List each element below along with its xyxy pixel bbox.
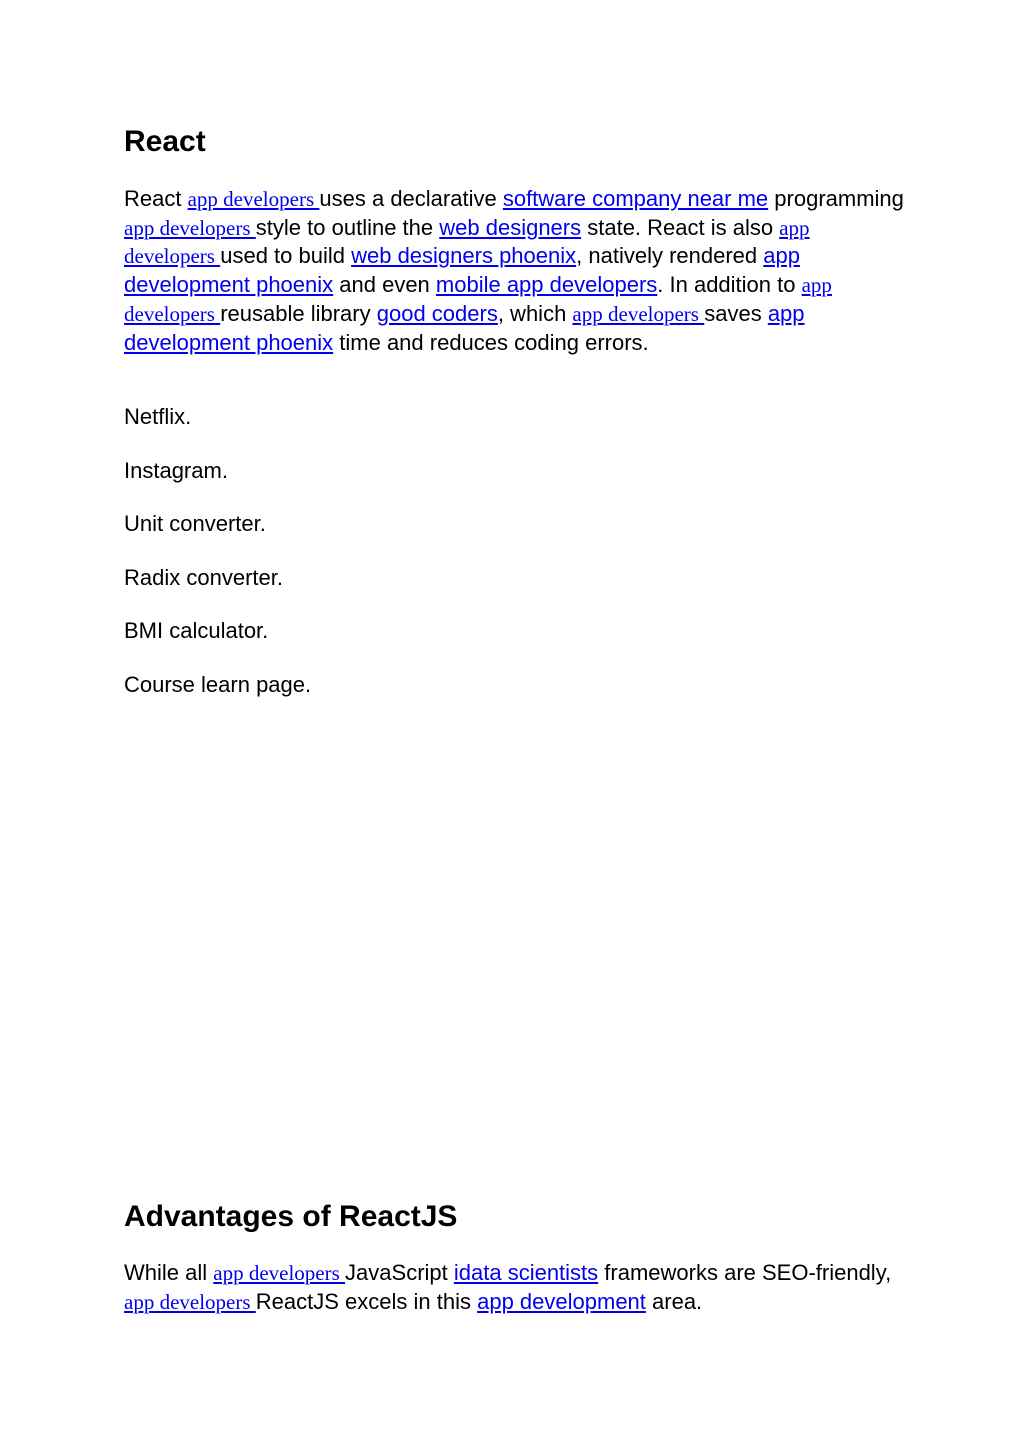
text-segment: , natively rendered bbox=[576, 243, 764, 269]
link-app-developers[interactable]: app developers bbox=[124, 215, 810, 269]
text-segment: reusable library bbox=[220, 300, 377, 326]
intro-paragraph bbox=[124, 185, 904, 356]
link-app-developers[interactable]: app developers bbox=[213, 1261, 346, 1285]
text-segment: . In addition to bbox=[657, 272, 802, 298]
link-idata-scientists[interactable]: idata scientists bbox=[453, 1260, 599, 1285]
text-segment: frameworks are SEO-friendly, bbox=[598, 1260, 892, 1285]
text-segment: state. React is also bbox=[581, 214, 780, 240]
text-segment: and even bbox=[333, 272, 436, 298]
text-segment: ReactJS excels in this bbox=[255, 1288, 478, 1314]
link-app-developers[interactable]: app developers bbox=[572, 301, 705, 326]
text-segment: JavaScript bbox=[345, 1260, 454, 1285]
text-segment: React bbox=[124, 186, 188, 211]
list-item: Instagram. bbox=[124, 458, 228, 483]
list-item: Radix converter. bbox=[124, 565, 283, 590]
list-item: Course learn page. bbox=[124, 672, 312, 697]
advantages-paragraph bbox=[124, 1259, 904, 1316]
text-segment: time and reduces coding errors. bbox=[333, 329, 649, 355]
link-software-company-near-me[interactable]: software company near me bbox=[502, 186, 769, 211]
text-segment: , which bbox=[497, 300, 573, 326]
list-item: Unit converter. bbox=[124, 511, 266, 536]
link-mobile-app-developers[interactable]: mobile app developers bbox=[435, 272, 658, 298]
text-segment: style to outline the bbox=[255, 214, 440, 240]
text-segment: While all bbox=[124, 1260, 214, 1285]
link-app-developers[interactable]: app developers bbox=[124, 215, 256, 240]
section-heading-advantages: Advantages of ReactJS bbox=[124, 1200, 458, 1233]
text-segment: saves bbox=[704, 300, 768, 326]
link-app-developers[interactable]: app developers bbox=[124, 1289, 256, 1314]
link-good-coders[interactable]: good coders bbox=[376, 300, 498, 326]
link-app-development-phoenix[interactable]: app development phoenix bbox=[124, 243, 800, 298]
link-web-designers-phoenix[interactable]: web designers phoenix bbox=[351, 243, 577, 269]
text-segment: uses a declarative bbox=[319, 186, 503, 211]
link-app-developers[interactable]: app developers bbox=[124, 273, 832, 326]
link-app-developers[interactable]: app developers bbox=[187, 187, 320, 211]
link-app-development[interactable]: app development bbox=[477, 1288, 646, 1314]
link-app-development-phoenix[interactable]: app development phoenix bbox=[124, 300, 805, 355]
text-segment: area. bbox=[645, 1288, 703, 1314]
text-segment: used to build bbox=[220, 243, 352, 269]
list-item: Netflix. bbox=[124, 404, 192, 429]
text-segment: programming bbox=[768, 186, 904, 211]
list-item: BMI calculator. bbox=[124, 618, 269, 643]
link-web-designers[interactable]: web designers bbox=[439, 214, 582, 240]
section-heading-react: React bbox=[124, 125, 206, 158]
